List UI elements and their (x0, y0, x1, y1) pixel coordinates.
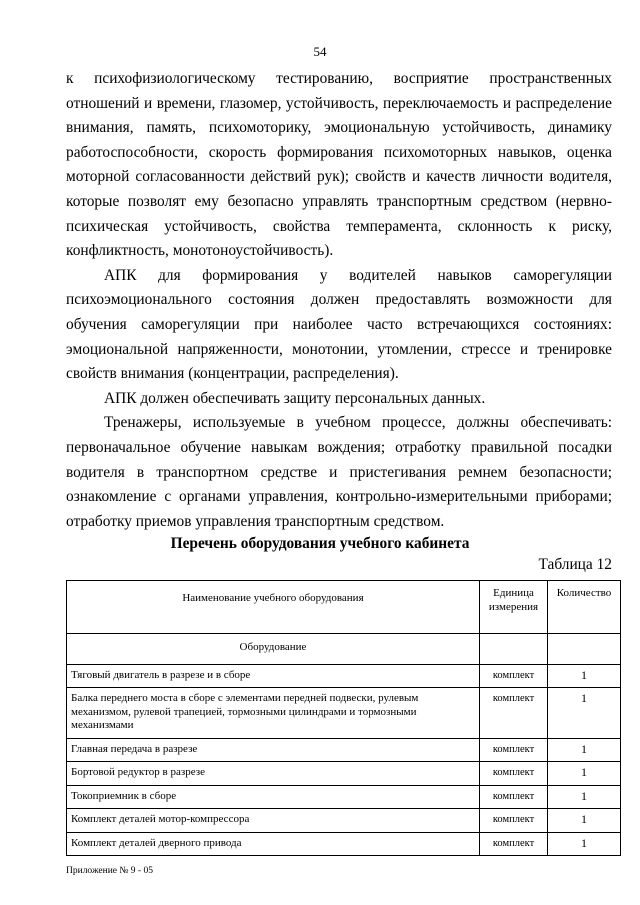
cell-quantity: 1 (548, 664, 621, 688)
cell-unit: комплект (480, 785, 548, 809)
cell-quantity: 1 (548, 785, 621, 809)
table-group-row (67, 634, 621, 665)
table-row (67, 738, 621, 762)
cell-unit: комплект (480, 688, 548, 739)
group-label: Оборудование (67, 634, 480, 665)
cell-name: Балка переднего моста в сборе с элементами передней подвески, рулевым механизмом, рулевой трапецией, тормозными цилиндрами и тормозными механизмами (67, 688, 480, 739)
cell-name: Комплект деталей мотор-компрессора (67, 809, 480, 833)
paragraph: АПК для формирования у водителей навыков саморегуляции психоэмоционального состояния должен предоставлять возможности для обучения саморегуляции при наиболее часто встречающихся состояниях: эмоциональной напряженности, монотонии, утомлении, стрессе и тренировке свойств внимания (концентрации, распределения). (66, 266, 612, 383)
paragraph: Тренажеры, используемые в учебном процессе, должны обеспечивать: первоначальное обучение навыкам вождения; отработку правильной посадки водителя в транспортном средстве и пристегивания ремнем безопасности; ознакомление с органами управления, контрольно-измерительными приборами; отработку приемов управления транспортным средством. (66, 414, 612, 530)
table-caption: Таблица 12 (538, 556, 612, 573)
cell-unit: комплект (480, 809, 548, 833)
cell-name: Бортовой редуктор в разрезе (67, 762, 480, 786)
cell-name: Тяговый двигатель в разрезе и в сборе (67, 664, 480, 688)
table-row (67, 688, 621, 739)
header-name: Наименование учебного оборудования (67, 581, 480, 634)
cell-unit: комплект (480, 738, 548, 762)
cell-name: Комплект деталей дверного привода (67, 832, 480, 856)
paragraph: к психофизиологическому тестированию, восприятие пространственных отношений и времени, глазомер, устойчивость, переключаемость и распределение внимания, память, психомоторику, эмоциональную устойчивость, динамику работоспособности, скорость формирования психомоторных навыков, оценка моторной согласованности действий рук); свойств и качеств личности водителя, которые позволят ему безопасно управлять транспортным средством (нервно-психическая устойчивость, свойства темперамента, склонность к риску, конфликтность, монотоноустойчивость). (66, 70, 612, 260)
cell-quantity: 1 (548, 688, 621, 739)
header-quantity: Количество (548, 581, 621, 634)
table-row (67, 785, 621, 809)
header-unit: Единица измерения (480, 581, 548, 634)
table-cell-empty (480, 634, 548, 665)
cell-unit: комплект (480, 762, 548, 786)
cell-name: Главная передача в разрезе (67, 738, 480, 762)
cell-quantity: 1 (548, 809, 621, 833)
body-text (66, 67, 612, 534)
table-header-row (67, 581, 621, 634)
equipment-table (66, 580, 621, 856)
table-row (67, 809, 621, 833)
cell-quantity: 1 (548, 738, 621, 762)
cell-unit: комплект (480, 664, 548, 688)
cell-unit: комплект (480, 832, 548, 856)
table-row (67, 832, 621, 856)
table-row (67, 762, 621, 786)
paragraph: АПК должен обеспечивать защиту персональных данных. (104, 389, 486, 407)
cell-quantity: 1 (548, 832, 621, 856)
page-footer: Приложение № 9 - 05 (66, 866, 153, 876)
section-title: Перечень оборудования учебного кабинета (170, 535, 470, 552)
table-cell-empty (548, 634, 621, 665)
cell-name: Токоприемник в сборе (67, 785, 480, 809)
page-number: 54 (313, 44, 327, 59)
cell-quantity: 1 (548, 762, 621, 786)
table-row (67, 664, 621, 688)
